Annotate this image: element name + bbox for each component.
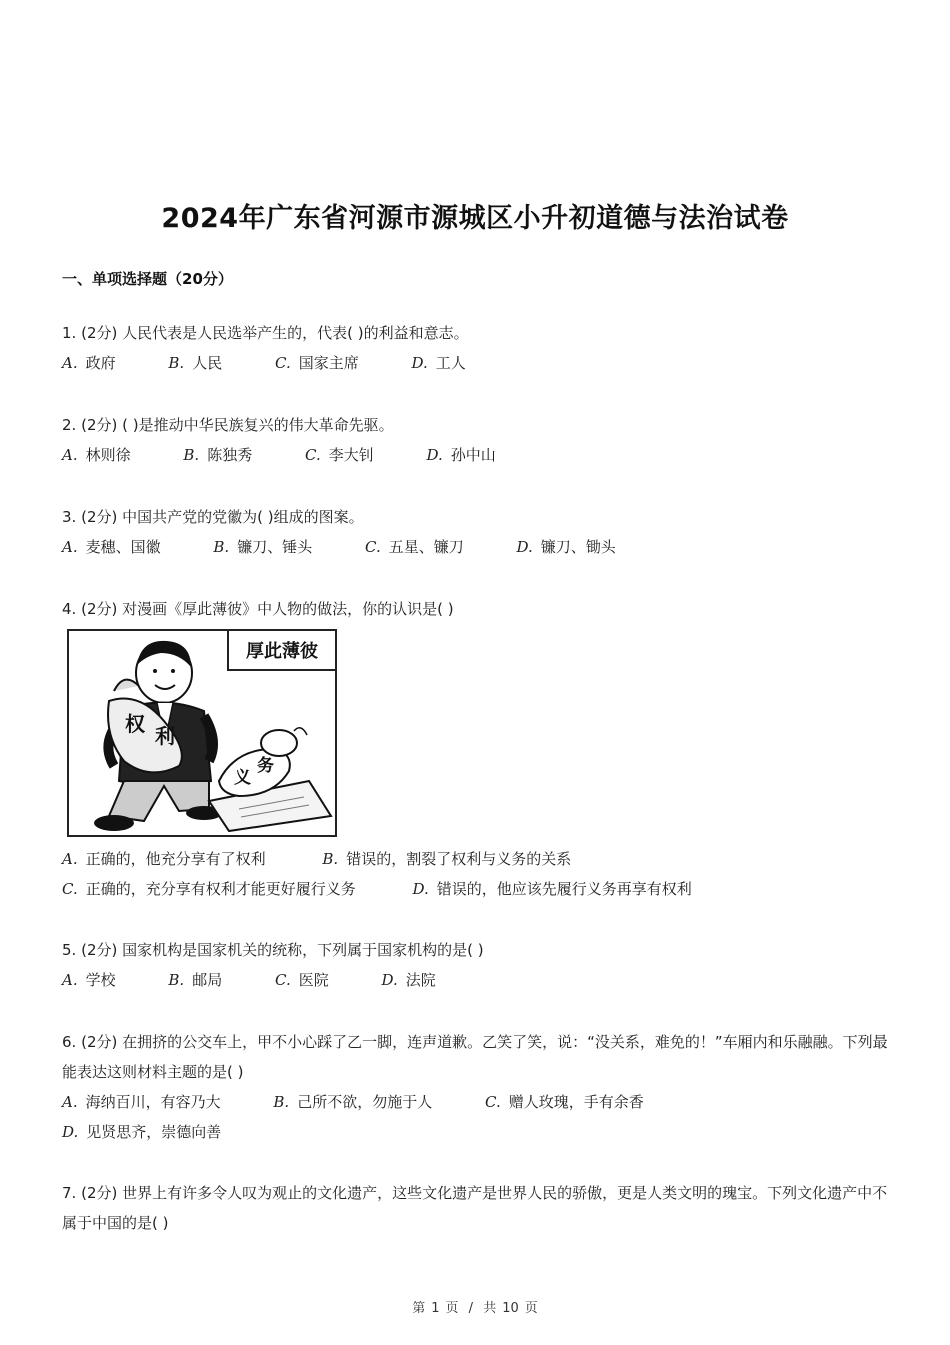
- option-c[interactable]: C. 国家主席: [275, 354, 359, 372]
- option-c[interactable]: C. 医院: [275, 971, 329, 989]
- question-7: [62, 1178, 892, 1238]
- option-list: [62, 965, 892, 995]
- question-stem: 2. (2分) ( )是推动中华民族复兴的伟大革命先驱。: [62, 416, 394, 434]
- question-stem: 5. (2分) 国家机构是国家机关的统称，下列属于国家机构的是( ): [62, 941, 484, 959]
- question-3: [62, 502, 892, 562]
- question-stem: 4. (2分) 对漫画《厚此薄彼》中人物的做法，你的认识是( ): [62, 600, 454, 618]
- option-c[interactable]: C. 李大钊: [305, 446, 374, 464]
- option-list: [62, 844, 892, 874]
- option-b[interactable]: B. 陈独秀: [183, 446, 253, 464]
- page-footer: 第 1 页 / 共 10 页: [412, 1301, 538, 1316]
- cartoon-image: [67, 629, 337, 837]
- option-d[interactable]: D. 法院: [381, 971, 436, 989]
- question-stem: 7. (2分) 世界上有许多令人叹为观止的文化遗产，这些文化遗产是世界人民的骄傲，更是人类文明的瑰宝。下列文化遗产中不属于中国的是( ): [62, 1184, 888, 1232]
- option-a[interactable]: A. 林则徐: [62, 446, 131, 464]
- option-d[interactable]: D. 错误的，他应该先履行义务再享有权利: [412, 880, 692, 898]
- question-5: [62, 935, 892, 995]
- question-stem: 3. (2分) 中国共产党的党徽为( )组成的图案。: [62, 508, 364, 526]
- cartoon-label-duty-1: 义: [234, 768, 251, 788]
- option-d[interactable]: D. 见贤思齐，崇德向善: [62, 1123, 222, 1141]
- question-1: [62, 318, 892, 378]
- question-2: [62, 410, 892, 470]
- option-c[interactable]: C. 正确的，充分享有权利才能更好履行义务: [62, 880, 356, 898]
- cartoon-label-duty-2: 务: [257, 756, 274, 776]
- question-stem: 6. (2分) 在拥挤的公交车上，甲不小心踩了乙一脚，连声道歉。乙笑了笑，说：“没关系，难免的！”车厢内和乐融融。下列最能表达这则材料主题的是( ): [62, 1033, 888, 1081]
- option-d[interactable]: D. 孙中山: [426, 446, 496, 464]
- page-title: 2024年广东省河源市源城区小升初道德与法治试卷: [161, 203, 789, 234]
- option-a[interactable]: A. 麦穗、国徽: [62, 538, 161, 556]
- option-list: [62, 1087, 892, 1117]
- page-total: 10: [502, 1301, 519, 1316]
- cartoon-label-rights-2: 利: [155, 724, 175, 748]
- option-d[interactable]: D. 工人: [411, 354, 466, 372]
- option-a[interactable]: A. 政府: [62, 354, 116, 372]
- option-d[interactable]: D. 镰刀、锄头: [516, 538, 616, 556]
- option-list: [62, 874, 892, 904]
- option-b[interactable]: B. 己所不欲，勿施于人: [273, 1093, 433, 1111]
- option-a[interactable]: A. 正确的，他充分享有了权利: [62, 850, 266, 868]
- option-list: [62, 532, 892, 562]
- cartoon-caption: 厚此薄彼: [227, 629, 337, 671]
- option-list: [62, 1117, 892, 1147]
- option-b[interactable]: B. 人民: [168, 354, 223, 372]
- question-stem: 1. (2分) 人民代表是人民选举产生的，代表( )的利益和意志。: [62, 324, 469, 342]
- option-b[interactable]: B. 错误的，割裂了权利与义务的关系: [322, 850, 572, 868]
- question-4: [62, 594, 892, 624]
- option-a[interactable]: A. 学校: [62, 971, 116, 989]
- option-c[interactable]: C. 五星、镰刀: [365, 538, 464, 556]
- option-list: [62, 440, 892, 470]
- option-b[interactable]: B. 镰刀、锤头: [213, 538, 313, 556]
- option-b[interactable]: B. 邮局: [168, 971, 223, 989]
- cartoon-label-rights-1: 权: [125, 712, 145, 736]
- option-list: [62, 348, 892, 378]
- question-6: [62, 1027, 892, 1147]
- question-4-options: [62, 844, 892, 904]
- option-c[interactable]: C. 赠人玫瑰，手有余香: [485, 1093, 644, 1111]
- option-a[interactable]: A. 海纳百川，有容乃大: [62, 1093, 221, 1111]
- page-number: 1: [431, 1301, 440, 1316]
- section-heading: 一、单项选择题（20分）: [62, 270, 233, 288]
